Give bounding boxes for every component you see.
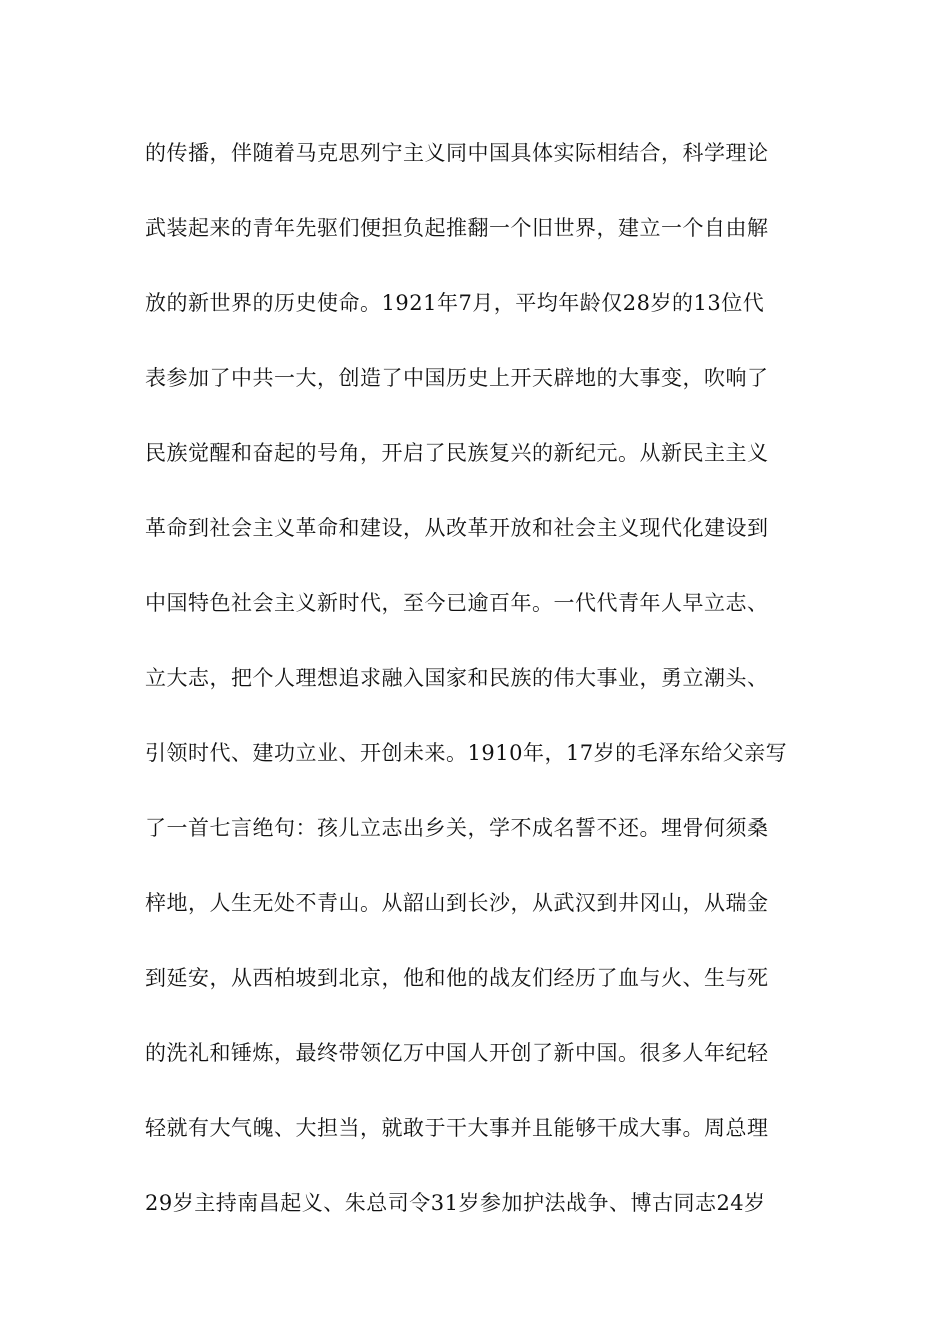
text-line: 民族觉醒和奋起的号角，开启了民族复兴的新纪元。从新民主主义 xyxy=(145,441,769,465)
text-line: 29岁主持南昌起义、朱总司令31岁参加护法战争、博古同志24岁 xyxy=(145,1191,766,1215)
text-line: 到延安，从西柏坡到北京，他和他的战友们经历了血与火、生与死 xyxy=(145,966,769,990)
body-text xyxy=(145,131,805,1256)
text-line: 梓地，人生无处不青山。从韶山到长沙，从武汉到井冈山，从瑞金 xyxy=(145,891,769,915)
text-line: 了一首七言绝句：孩儿立志出乡关，学不成名誓不还。埋骨何须桑 xyxy=(145,816,769,840)
text-line: 表参加了中共一大，创造了中国历史上开天辟地的大事变，吹响了 xyxy=(145,366,769,390)
text-line: 立大志，把个人理想追求融入国家和民族的伟大事业，勇立潮头、 xyxy=(145,666,769,690)
text-line: 武装起来的青年先驱们便担负起推翻一个旧世界，建立一个自由解 xyxy=(145,216,769,240)
text-line: 的传播，伴随着马克思列宁主义同中国具体实际相结合，科学理论 xyxy=(145,141,769,165)
text-line: 革命到社会主义革命和建设，从改革开放和社会主义现代化建设到 xyxy=(145,516,769,540)
text-line: 引领时代、建功立业、开创未来。1910年，17岁的毛泽东给父亲写 xyxy=(145,741,788,765)
text-line: 轻就有大气魄、大担当，就敢于干大事并且能够干成大事。周总理 xyxy=(145,1116,769,1140)
text-line: 中国特色社会主义新时代，至今已逾百年。一代代青年人早立志、 xyxy=(145,591,769,615)
text-line: 放的新世界的历史使命。1921年7月，平均年龄仅28岁的13位代 xyxy=(145,291,765,315)
text-line: 的洗礼和锤炼，最终带领亿万中国人开创了新中国。很多人年纪轻 xyxy=(145,1041,769,1065)
